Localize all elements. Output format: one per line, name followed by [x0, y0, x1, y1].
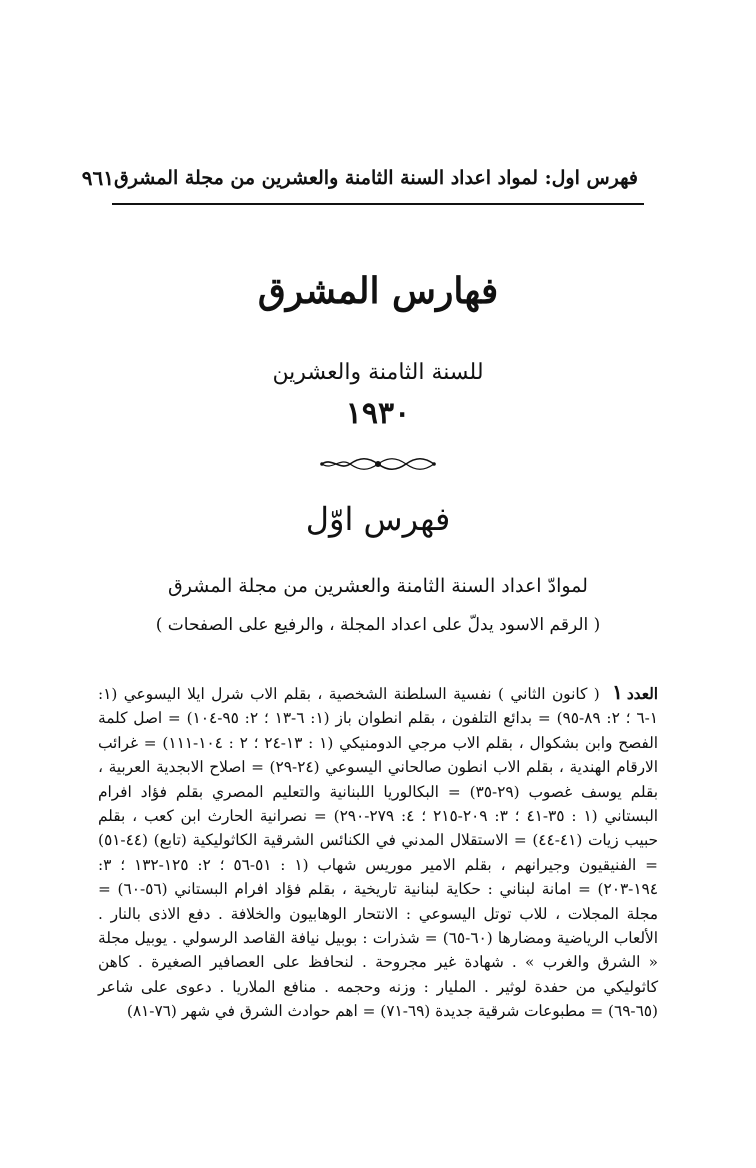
subtitle: للسنة الثامنة والعشرين — [272, 360, 484, 385]
year: ١٩٣٠ — [345, 396, 411, 431]
running-title: فهرس اول: لمواد اعداد السنة الثامنة والعشرين من مجلة المشرق — [114, 167, 638, 189]
issue-contents: ( كانون الثاني ) نفسية السلطنة الشخصية ، بقلم الاب شرل ايلا اليسوعي (١: ١-٦ ؛ ٢: ٨٩-٩٥) = بدائع التلفون ، بقلم انطوان باز (١: ٦-١٣ ؛ ٢: ٩٥-١٠٤) = اصل كلمة الفصح وابن بشكوال ، بقلم الاب مرجي الدومنيكي (١ : ١٣-٢٤ ؛ ٢ : ١٠٤-١١١) = غرائب الارقام الهندية ، بقلم الاب انطون صالحاني اليسوعي (٢٤-٢٩) = اصلاح الابجدية العربية ، بقلم يوسف غصوب (٢٩-٣٥) = البكالوريا اللبنانية والتعليم المصري بقلم فؤاد افرام البستاني (١ : ٣٥-٤١ ؛ ٣: ٢٠٩-٢١٥ ؛ ٤: ٢٧٩-٢٩٠) = نصرانية الحارث ابن كعب ، بقلم حبيب زيات (٤١-٤٤) = الاستقلال المدني في الكنائس الشرقية الكاثوليكية (تابع) (٤٤-٥١) = الفنيقيون وجيرانهم ، بقلم الامير موريس شهاب (١ : ٥١-٥٦ ؛ ٢: ١٢٥-١٣٢ ؛ ٣: ١٩٤-٢٠٣) = امانة لبناني : حكاية لبنانية تاريخية ، بقلم فؤاد افرام البستاني (٥٦-٦٠) = مجلة المجلات ، للاب توتل اليسوعي : الانتحار الوهابيون والخلافة . دفع الاذى بالنار . الألعاب الرياضية ومضارها (٦٠-٦٥) = شذرات : بوبيل نيافة القاصد الرسولي . يوبيل مجلة « الشرق والغرب » . شهادة غير مجروحة . لنحافظ على العصافير الصغيرة . كاهن كاثوليكي من حفدة لوثير . المليار : وزنه وحجمه . منافع الملاريا . دعوى على شاعر (٦٥-٦٩) = مطبوعات شرقية جديدة (٦٩-٧١) = اهم حوادث الشرق في شهر (٧٦-٨١) — [98, 685, 659, 1021]
ornament-divider-icon — [318, 456, 438, 472]
main-title: فهارس المشرق — [257, 270, 499, 312]
section-note: ( الرقم الاسود يدلّ على اعداد المجلة ، والرفيع على الصفحات ) — [155, 615, 601, 635]
section-description: لموادّ اعداد السنة الثامنة والعشرين من مجلة المشرق — [168, 575, 588, 597]
header-rule — [112, 203, 644, 205]
issue-number: ١ — [612, 680, 623, 704]
page-number: ٩٦١ — [81, 166, 115, 190]
running-header — [81, 160, 638, 196]
section-title: فهرس اوّل — [305, 500, 451, 538]
issue-label: العدد — [626, 685, 658, 703]
issue-entry — [98, 680, 658, 1024]
